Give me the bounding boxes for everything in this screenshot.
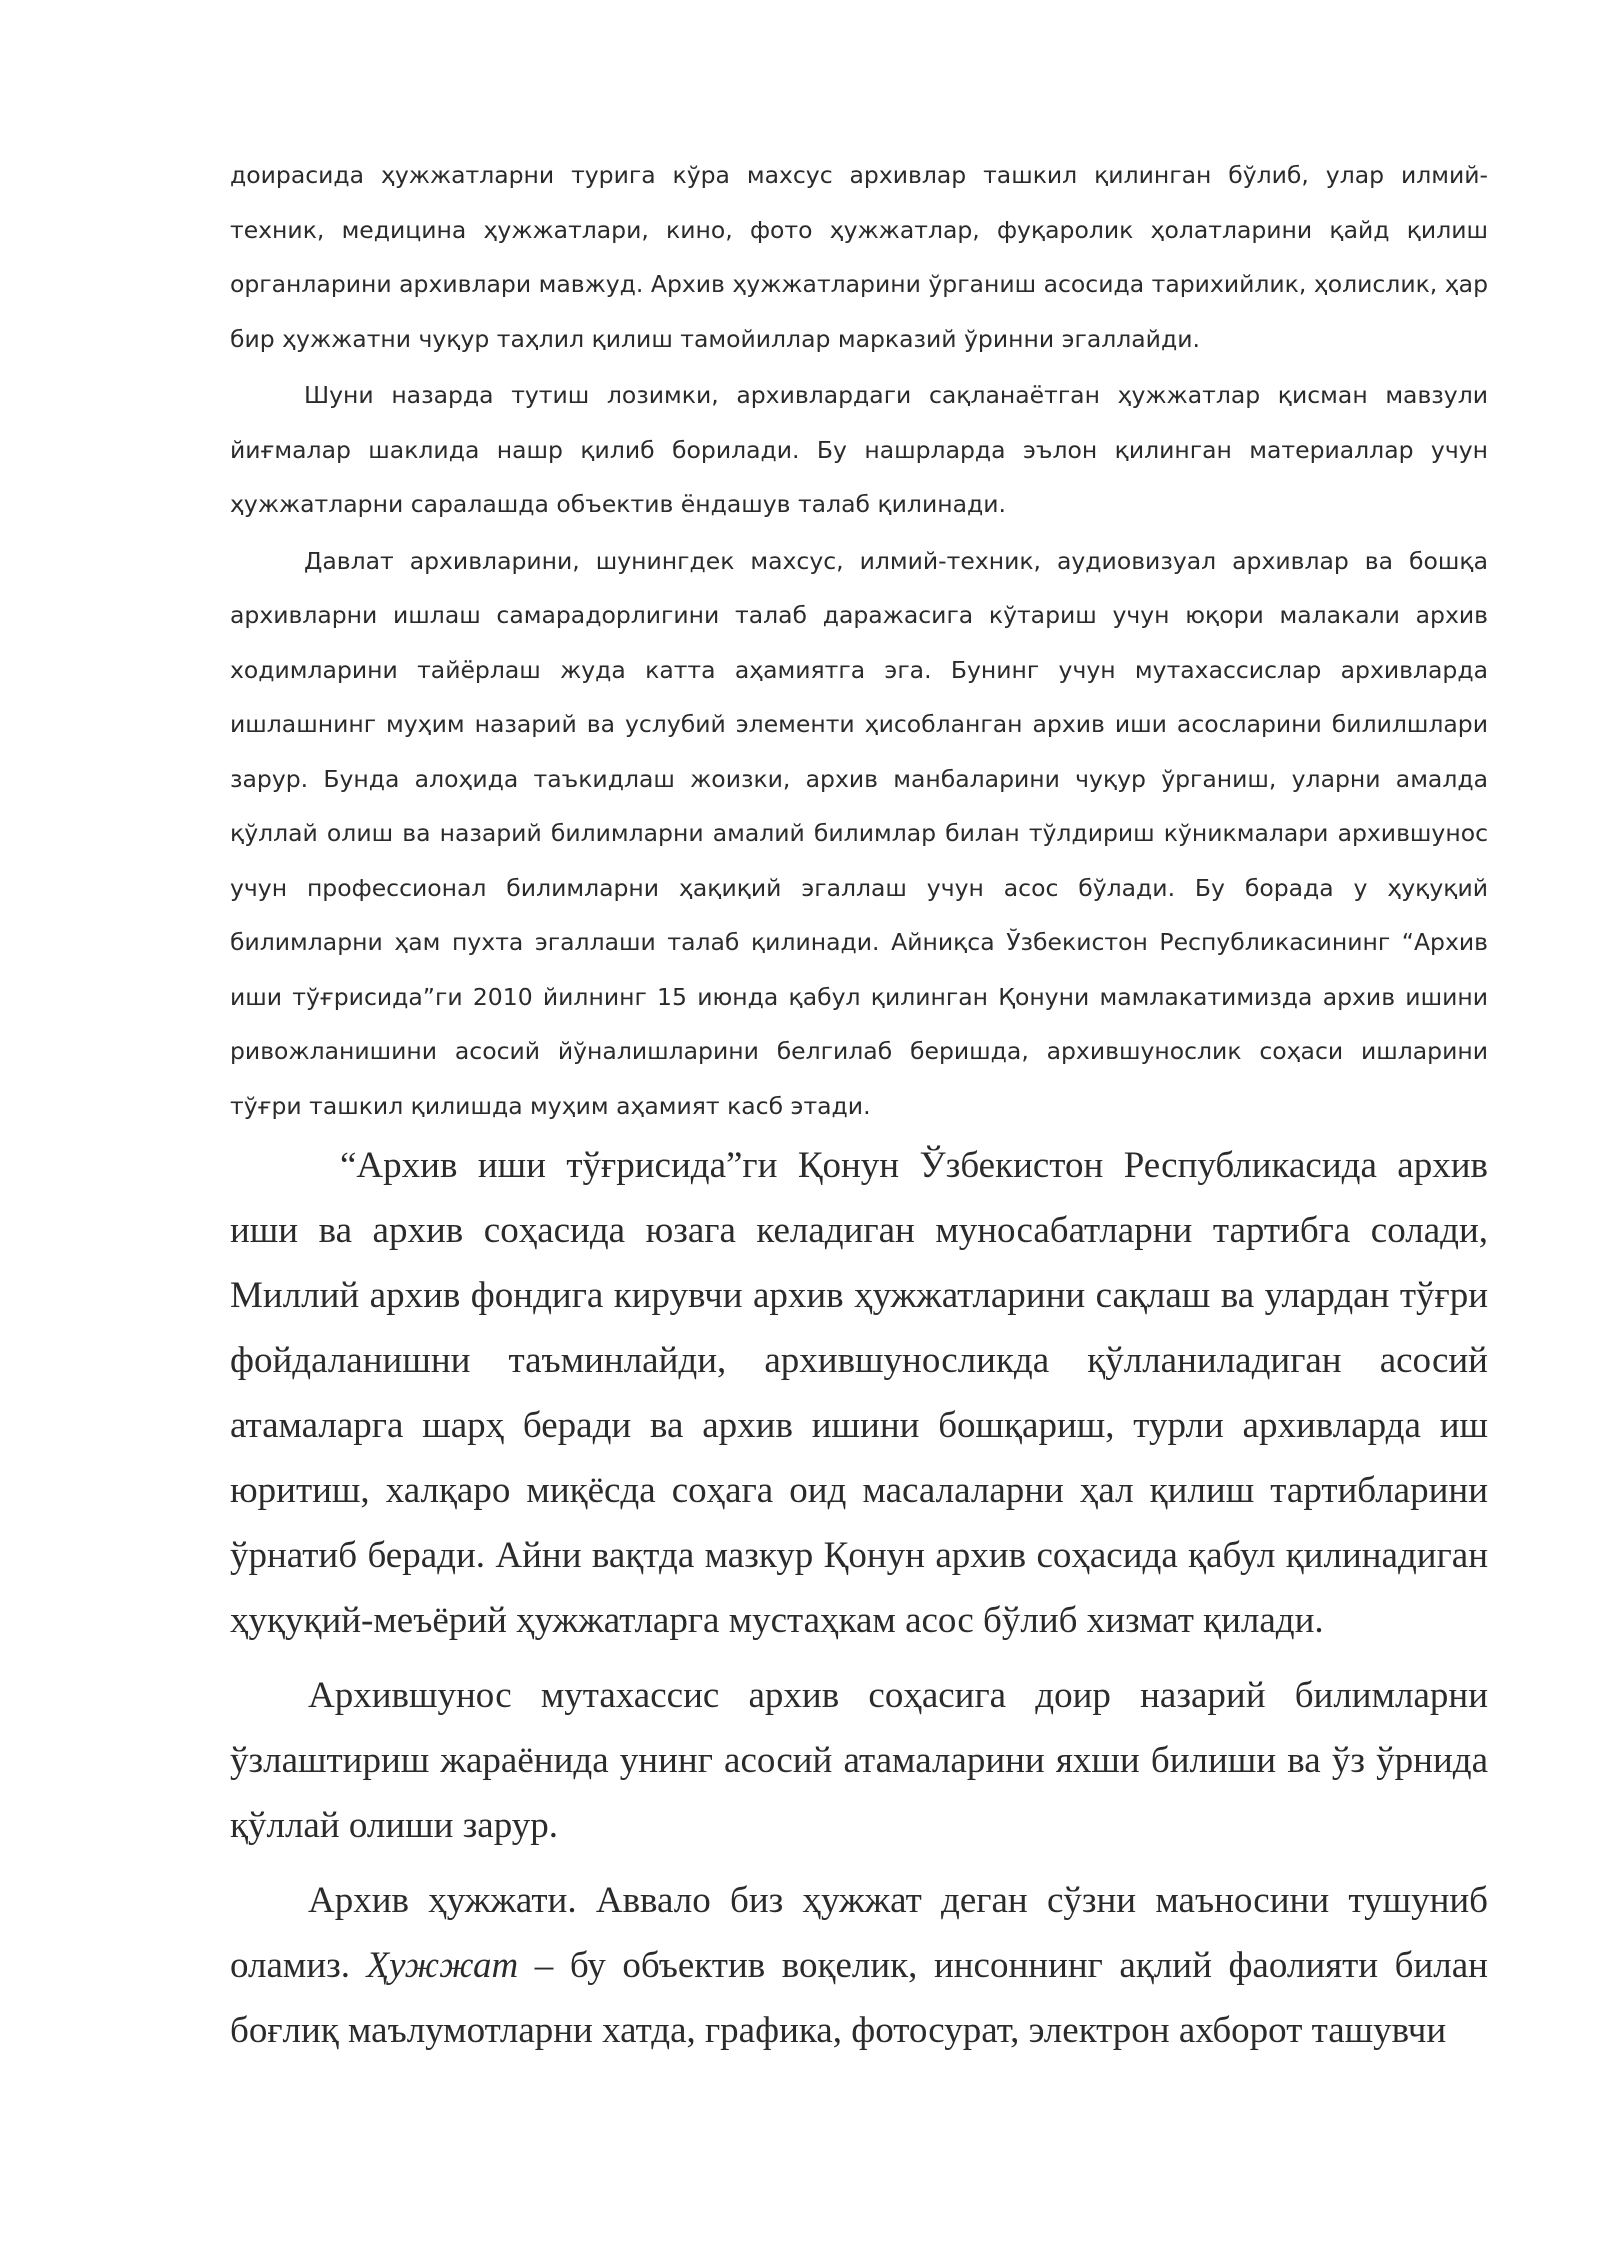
paragraph-archive-staff: Давлат архивларини, шунингдек махсус, илмий-техник, аудиовизуал архивлар ва бошқа архивларни ишлаш самарадорлигини талаб даражасига кўтариш учун юқори малакали архив ходимларини тайёрлаш жуда катта аҳамиятга эга. Бунинг учун мутахассислар архивларда ишлашнинг муҳим назарий ва услубий элементи ҳисобланган архив иши асосларини билилшлари зарур. Бунда алоҳида таъкидлаш жоизки, архив манбаларини чуқур ўрганиш, уларни амалда қўллай олиш ва назарий билимларни амалий билимлар билан тўлдириш кўникмалари архившунос учун профессионал билимларни ҳақиқий эгаллаш учун асос бўлади. Бу борада у ҳуқуқий билимларни ҳам пухта эгаллаши талаб қилинади. Айниқса Ўзбекистон Республикасининг “Архив иши тўғрисида”ги 2010 йилнинг 15 июнда қабул қилинган Қонуни мамлакатимизда архив ишини ривожланишини асосий йўналишларини белгилаб беришда, архившунослик соҳаси ишларини тўғри ташкил қилишда муҳим аҳамият касб этади. bbox=[230, 546, 1488, 1120]
paragraph-lead-text: Архив ҳужжати. Аввало биз ҳужжат деган сўзни маъносини тушуниб оламиз. bbox=[230, 1880, 1488, 1986]
paragraph-publications: Шуни назарда тутиш лозимки, архивлардаги сақланаётган ҳужжатлар қисман мавзули йиғмалар шаклида нашр қилиб борилади. Бу нашрларда эълон қилинган материаллар учун ҳужжатларни саралашда объектив ёндашув талаб қилинади. bbox=[230, 381, 1488, 518]
paragraph-archive-law: “Архив иши тўғрисида”ги Қонун Ўзбекистон Республикасида архив иши ва архив соҳасида юзага келадиган муносабатларни тартибга солади, Миллий архив фондига кирувчи архив ҳужжатларини сақлаш ва улардан тўғри фойдаланишни таъминлайди, архившуносликда қўлланиладиган асосий атамаларга шарҳ беради ва архив ишини бошқариш, турли архивларда иш юритиш, халқаро миқёсда соҳага оид масалаларни ҳал қилиш тартибларини ўрнатиб беради. Айни вақтда мазкур Қонун архив соҳасида қабул қилинадиган ҳуқуқий-меъёрий ҳужжатларга мустаҳкам асос бўлиб хизмат қилади. bbox=[230, 1145, 1488, 1641]
paragraph-archive-document bbox=[230, 1868, 1488, 2063]
paragraph-archive-types: доирасида ҳужжатларни турига кўра махсус архивлар ташкил қилинган бўлиб, улар илмий-техник, медицина ҳужжатлари, кино, фото ҳужжатлар, фуқаролик ҳолатларини қайд қилиш органларини архивлари мавжуд. Архив ҳужжатларини ўрганиш асосида тарихийлик, ҳолислик, ҳар бир ҳужжатни чуқур таҳлил қилиш тамойиллар марказий ўринни эгаллайди. bbox=[230, 161, 1488, 353]
term-document: Ҳужжат bbox=[366, 1945, 519, 1986]
document-page bbox=[230, 148, 1488, 2063]
paragraph-archivist-terms: Архившунос мутахассис архив соҳасига доир назарий билимларни ўзлаштириш жараёнида унинг асосий атамаларини яхши билиши ва ўз ўрнида қўллай олиши зарур. bbox=[230, 1675, 1488, 1846]
paragraph-rest-text: – бу объектив воқелик, инсоннинг ақлий фаолияти билан боғлиқ маълумотларни хатда, графика, фотосурат, электрон ахборот ташувчи bbox=[230, 1945, 1488, 2051]
